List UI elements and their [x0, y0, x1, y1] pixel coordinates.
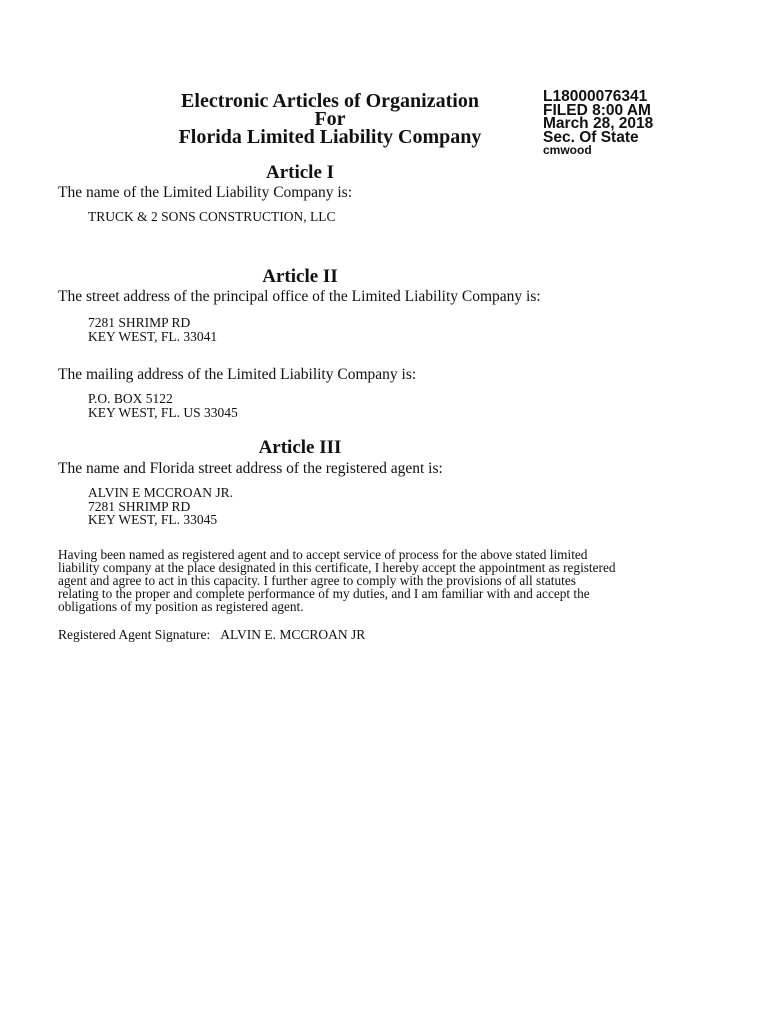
title-line-2: For [314, 108, 346, 130]
company-name [88, 210, 336, 224]
consent-line-2: liability company at the place designated in this certificate, I hereby accept the appointment as registered [58, 560, 616, 575]
registered-agent-signature [58, 627, 365, 643]
filed-time: FILED 8:00 AM [543, 101, 651, 119]
consent-line-3: agent and agree to act in this capacity. I further agree to comply with the provisions of all statutes [58, 573, 576, 588]
title-line-1: Electronic Articles of Organization [181, 90, 479, 112]
company-name-text: TRUCK & 2 SONS CONSTRUCTION, LLC [88, 209, 336, 224]
mailing-address [88, 392, 238, 419]
signature-value: ALVIN E. MCCROAN JR [220, 627, 366, 642]
title-line-3: Florida Limited Liability Company [178, 126, 482, 148]
principal-address-line-2: KEY WEST, FL. 33041 [88, 328, 218, 344]
registered-agent-address [88, 486, 233, 527]
principal-address-line-1: 7281 SHRIMP RD [88, 315, 191, 330]
clerk-id: cmwood [543, 143, 592, 157]
mailing-address-line-2: KEY WEST, FL. US 33045 [88, 404, 238, 420]
agent-line-2: 7281 SHRIMP RD [88, 498, 191, 514]
filed-date: March 28, 2018 [543, 115, 654, 132]
agent-line-3: KEY WEST, FL. 33045 [88, 512, 218, 527]
filing-stamp [543, 90, 653, 156]
consent-line-4: relating to the proper and complete performance of my duties, and I am familiar with and accept the [58, 586, 590, 601]
consent-line-1: Having been named as registered agent and to accept service of process for the above stated limited [58, 547, 588, 562]
article-2-heading: Article II [262, 266, 338, 287]
mailing-address-statement: The mailing address of the Limited Liability Company is: [58, 366, 417, 383]
signature-label: Registered Agent Signature: [58, 627, 211, 642]
principal-office-statement: The street address of the principal office of the Limited Liability Company is: [58, 288, 541, 305]
document-title [150, 92, 510, 146]
article-3-heading: Article III [258, 437, 342, 458]
registered-agent-statement: The name and Florida street address of the registered agent is: [58, 460, 443, 477]
mailing-address-line-1: P.O. BOX 5122 [88, 391, 173, 406]
article-1-heading: Article I [265, 162, 335, 183]
consent-line-5: obligations of my position as registered agent. [58, 599, 304, 614]
filing-office: Sec. Of State [543, 128, 639, 146]
article-1-statement: The name of the Limited Liability Company is: [58, 184, 353, 201]
agent-consent-paragraph [58, 548, 698, 613]
document-number: L18000076341 [543, 88, 648, 105]
agent-line-1: ALVIN E MCCROAN JR. [88, 485, 234, 500]
principal-address [88, 316, 217, 343]
